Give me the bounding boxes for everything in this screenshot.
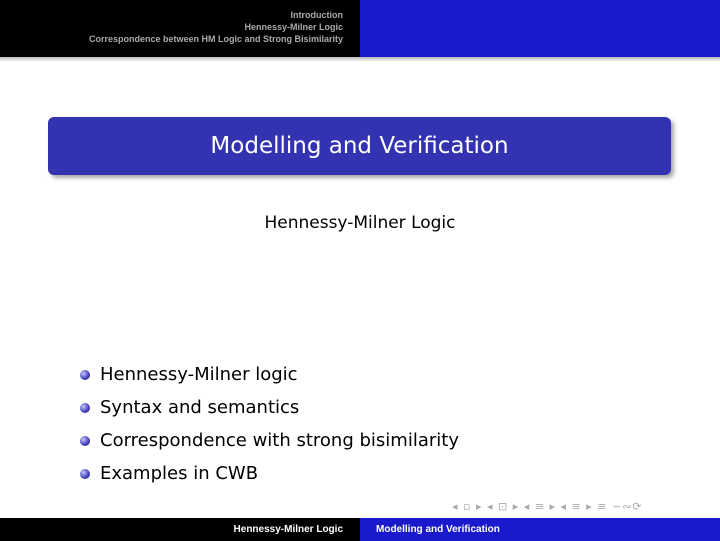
section-link-hm-logic[interactable]: Hennessy-Milner Logic [244,22,343,32]
list-item [80,459,459,492]
section-link-correspondence[interactable]: Correspondence between HM Logic and Strong Bisimilarity [88,34,343,44]
header-shadow [0,57,720,62]
bullet-icon [80,436,90,446]
list-item [80,360,459,393]
list-item [80,393,459,426]
section-nav [0,9,343,45]
bullet-text: Correspondence with strong bisimilarity [100,430,459,451]
bullet-icon [80,403,90,413]
bullet-icon [80,469,90,479]
footer-subtitle: Hennessy-Milner Logic [233,524,343,535]
bullet-icon [80,370,90,380]
header-bar [0,0,720,57]
footer-bar [0,518,720,541]
beamer-navigation-icons[interactable]: ◂ ▫ ▸ ◂ ⊡ ▸ ◂ ≡ ▸ ◂ ≡ ▸ ≡ ∽∾⟳ [452,500,643,513]
bullet-list [80,360,459,492]
footer-title: Modelling and Verification [376,524,500,535]
list-item [80,426,459,459]
slide-subtitle: Hennessy-Milner Logic [264,213,456,233]
title-box [48,117,671,175]
bullet-text: Examples in CWB [100,463,259,484]
header-bar-right [360,0,720,57]
bullet-text: Syntax and semantics [100,397,300,418]
bullet-text: Hennessy-Milner logic [100,364,298,385]
slide-title: Modelling and Verification [210,133,509,159]
section-link-introduction[interactable]: Introduction [290,10,343,20]
